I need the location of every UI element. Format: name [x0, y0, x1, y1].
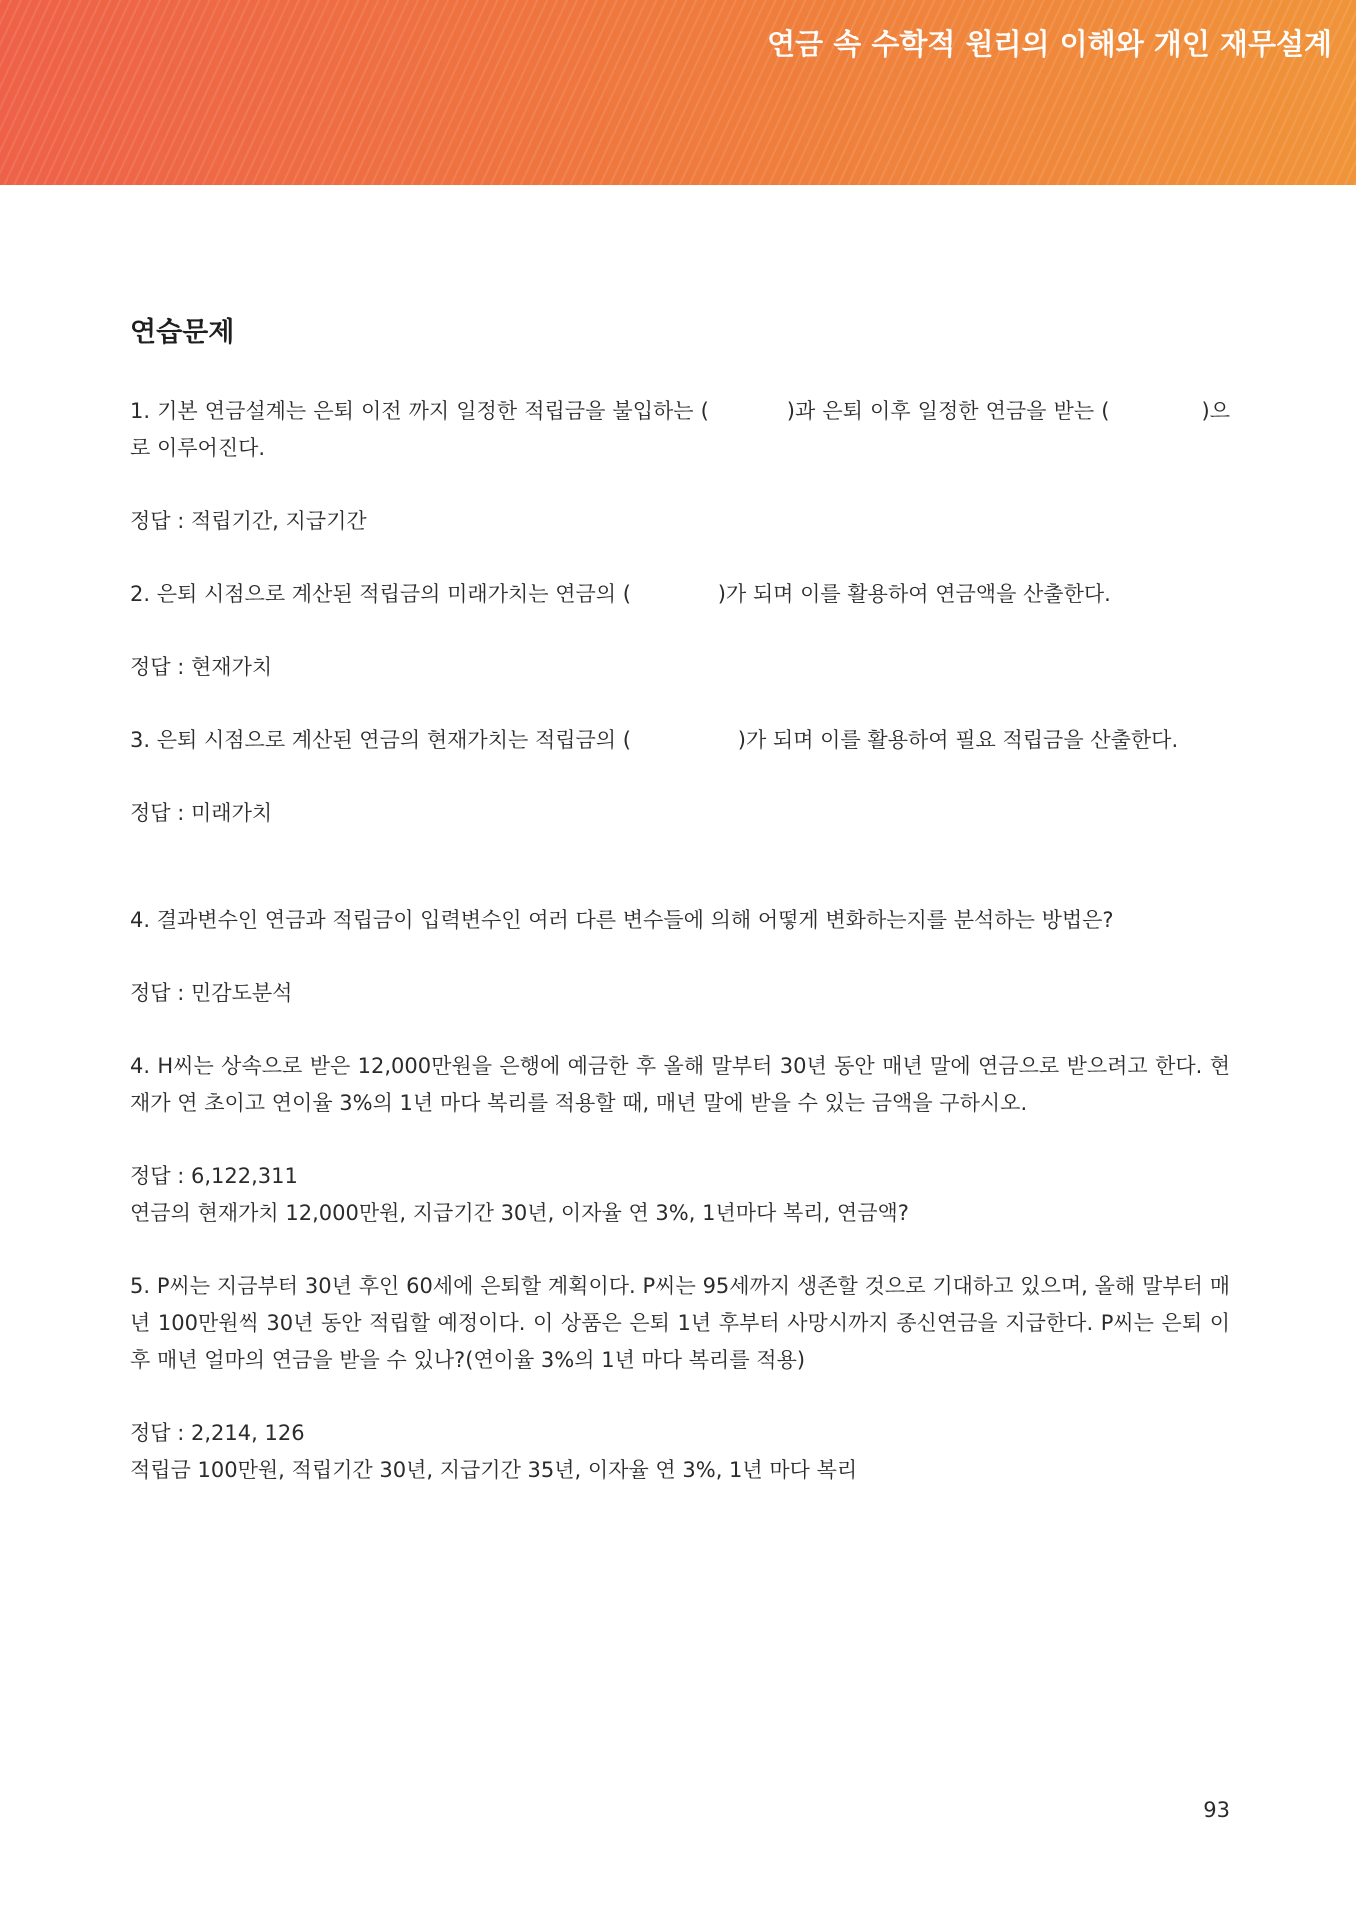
- question-2: 2. 은퇴 시점으로 계산된 적립금의 미래가치는 연금의 ( )가 되며 이를 활용하여 연금액을 산출한다.: [130, 582, 1111, 606]
- question-4b: 4. H씨는 상속으로 받은 12,000만원을 은행에 예금한 후 올해 말부터 30년 동안 매년 말에 연금으로 받으려고 한다. 현재가 연 초이고 연이율 3%의 1년 마다 복리를 적용할 때, 매년 말에 받을 수 있는 금액을 구하시오.: [130, 1054, 1230, 1115]
- answer-4b-note: 연금의 현재가치 12,000만원, 지급기간 30년, 이자율 연 3%, 1년마다 복리, 연금액?: [130, 1201, 909, 1225]
- answer-2: 정답 : 현재가치: [130, 655, 273, 679]
- answer-5-note: 적립금 100만원, 적립기간 30년, 지급기간 35년, 이자율 연 3%, 1년 마다 복리: [130, 1458, 858, 1482]
- answer-5: 정답 : 2,214, 126: [130, 1421, 305, 1445]
- answer-3: 정답 : 미래가치: [130, 801, 273, 825]
- answer-1: 정답 : 적립기간, 지급기간: [130, 509, 367, 533]
- section-title: 연습문제: [130, 317, 235, 348]
- question-4a: 4. 결과변수인 연금과 적립금이 입력변수인 여러 다른 변수들에 의해 어떻게 변화하는지를 분석하는 방법은?: [130, 908, 1114, 932]
- answer-4a: 정답 : 민감도분석: [130, 981, 293, 1005]
- header-title: 연금 속 수학적 원리의 이해와 개인 재무설계: [767, 27, 1332, 61]
- page-number: 93: [1203, 1798, 1230, 1822]
- exercise-section: [130, 310, 1230, 1489]
- answer-4b: 정답 : 6,122,311: [130, 1164, 298, 1188]
- question-1: 1. 기본 연금설계는 은퇴 이전 까지 일정한 적립금을 불입하는 ( )과 은퇴 이후 일정한 연금을 받는 ( )으로 이루어진다.: [130, 399, 1230, 460]
- header-band: [0, 0, 1356, 185]
- question-5: 5. P씨는 지금부터 30년 후인 60세에 은퇴할 계획이다. P씨는 95세까지 생존할 것으로 기대하고 있으며, 올해 말부터 매년 100만원씩 30년 동안 적립할 예정이다. 이 상품은 은퇴 1년 후부터 사망시까지 종신연금을 지급한다. P씨는 은퇴 이후 매년 얼마의 연금을 받을 수 있나?(연이율 3%의 1년 마다 복리를 적용): [130, 1274, 1230, 1372]
- question-3: 3. 은퇴 시점으로 계산된 연금의 현재가치는 적립금의 ( )가 되며 이를 활용하여 필요 적립금을 산출한다.: [130, 728, 1179, 752]
